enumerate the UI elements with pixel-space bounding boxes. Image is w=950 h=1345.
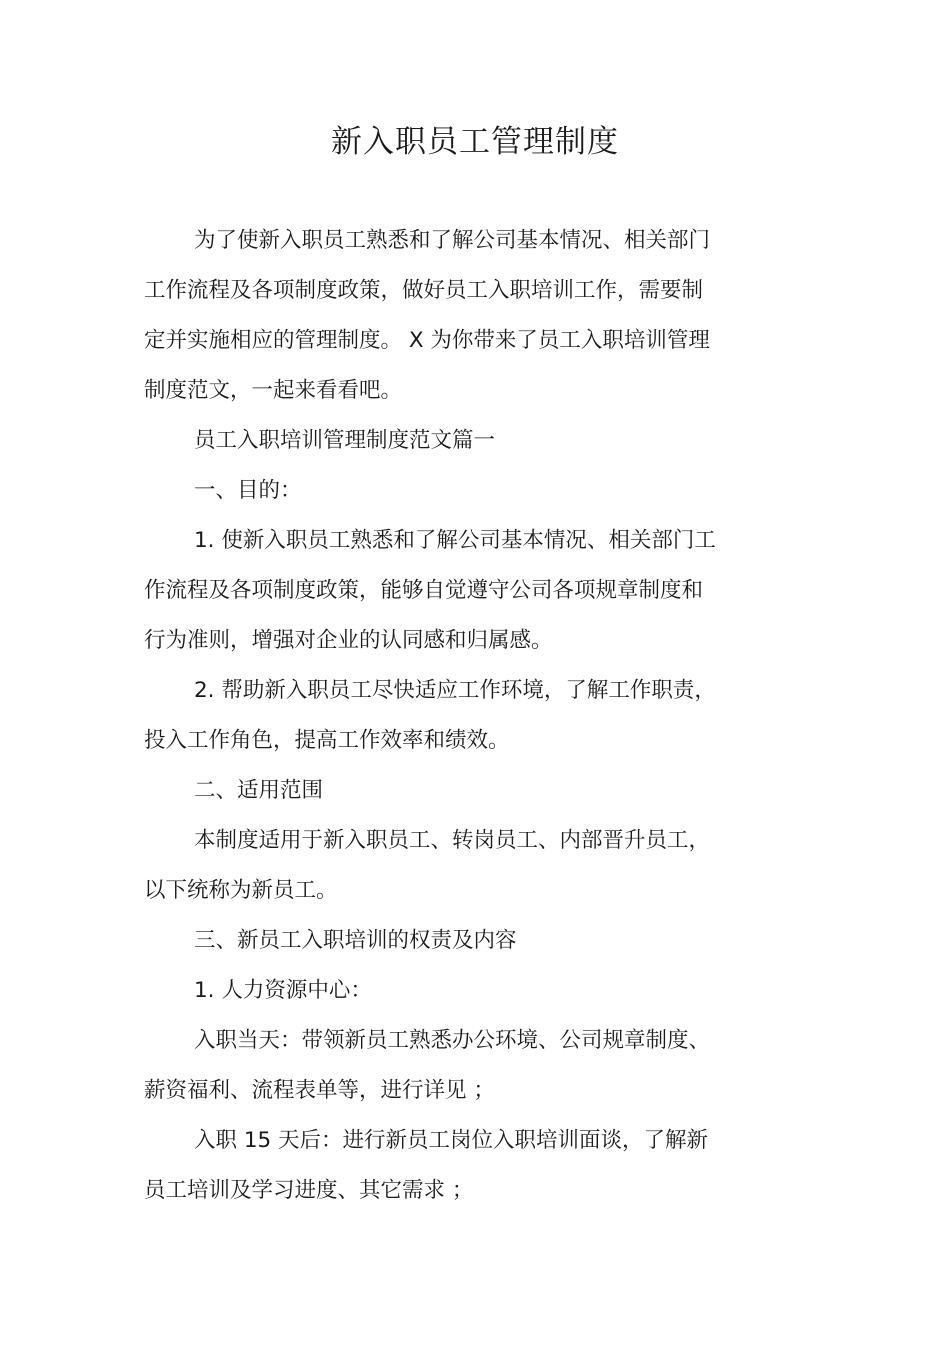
paragraph-line: 薪资福利、流程表单等，进行详见 ； [144,1078,495,1103]
paragraph-line: 工作流程及各项制度政策，做好员工入职培训工作，需要制 [144,278,704,303]
document-title: 新入职员工管理制度 [331,124,619,160]
paragraph-line: 员工培训及学习进度、其它需求 ； [144,1178,474,1203]
paragraph-line: 2. 帮助新入职员工尽快适应工作环境，了解工作职责， [194,678,716,703]
paragraph-line: 入职当天：带领新员工熟悉办公环境、公司规章制度、 [194,1028,711,1053]
section-heading: 1. 人力资源中心： [194,978,372,1003]
paragraph-line: 投入工作角色，提高工作效率和绩效。 [144,728,510,753]
paragraph-line: 制度范文，一起来看看吧。 [144,378,403,403]
section-heading: 一、目的： [194,478,302,503]
section-heading: 三、新员工入职培训的权责及内容 [194,928,517,953]
paragraph-line: 本制度适用于新入职员工、转岗员工、内部晋升员工， [194,828,711,853]
paragraph-line: 定并实施相应的管理制度。 X 为你带来了员工入职培训管理 [144,328,710,353]
paragraph-line: 行为准则，增强对企业的认同感和归属感。 [144,628,553,653]
section-heading: 二、适用范围 [194,778,324,803]
paragraph-line: 1. 使新入职员工熟悉和了解公司基本情况、相关部门工 [194,528,716,553]
paragraph-line: 以下统称为新员工。 [144,878,338,903]
paragraph-line: 为了使新入职员工熟悉和了解公司基本情况、相关部门 [194,228,711,253]
section-heading: 员工入职培训管理制度范文篇一 [194,428,496,453]
paragraph-line: 作流程及各项制度政策，能够自觉遵守公司各项规章制度和 [144,578,704,603]
paragraph-line: 入职 15 天后：进行新员工岗位入职培训面谈，了解新 [194,1128,709,1153]
